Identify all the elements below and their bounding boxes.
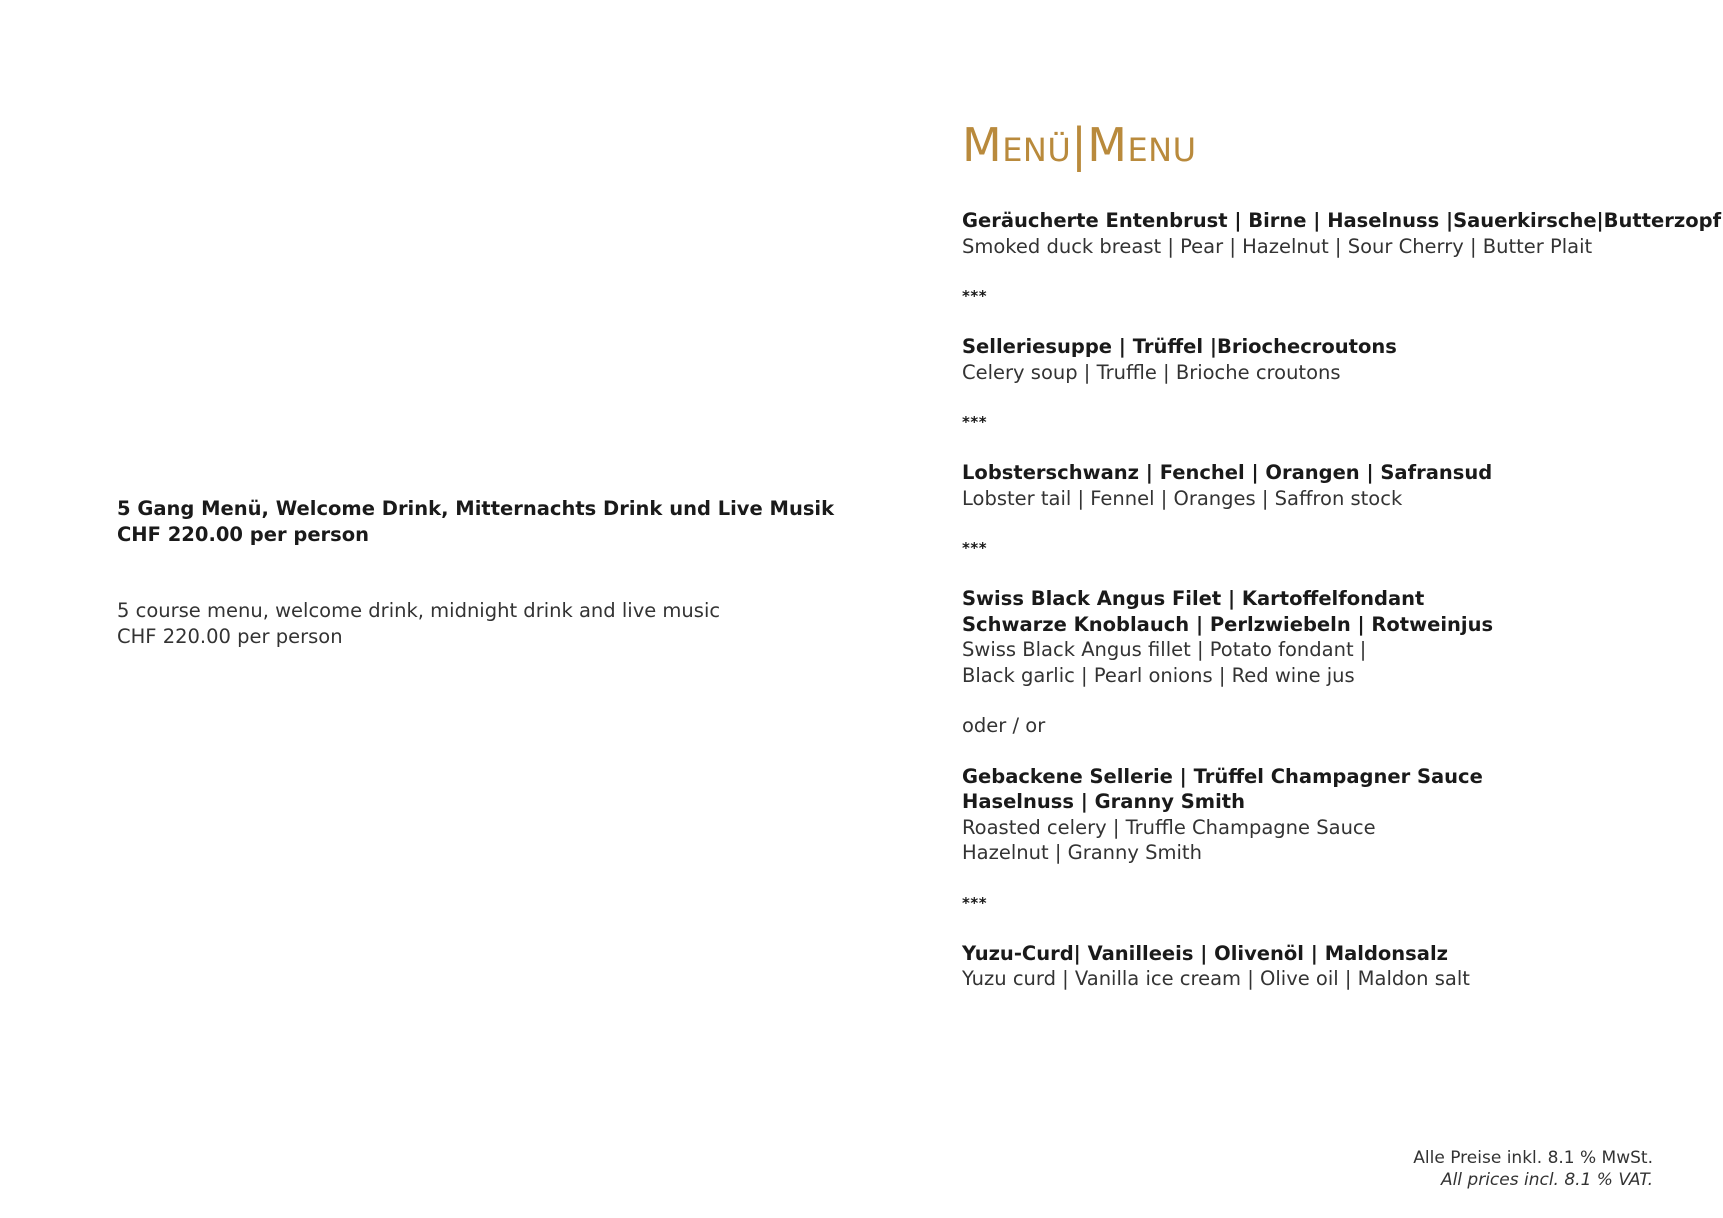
- course-4-alt-english-line-2: Hazelnut | Granny Smith: [962, 841, 1202, 864]
- course-1-english: Smoked duck breast | Pear | Hazelnut | Sour Cherry | Butter Plait: [962, 234, 1593, 258]
- course-separator: ***: [962, 287, 988, 305]
- course-separator: ***: [962, 539, 988, 557]
- offer-german-price: CHF 220.00 per person: [117, 523, 370, 546]
- course-4-german-line-1: Swiss Black Angus Filet | Kartoffelfondant: [962, 587, 1425, 610]
- course-3: [962, 460, 1692, 511]
- course-separator: ***: [962, 413, 988, 431]
- alternative-label: oder / or: [962, 714, 1046, 737]
- vat-note: [1413, 1147, 1653, 1191]
- course-1: [962, 208, 1722, 259]
- course-4-english-line-2: Black garlic | Pearl onions | Red wine jus: [962, 663, 1355, 687]
- offer-english: [117, 598, 877, 650]
- offer-german: [117, 496, 877, 548]
- course-1-german: Geräucherte Entenbrust | Birne | Haselnuss |Sauerkirsche|Butterzopf: [962, 209, 1722, 232]
- course-4: [962, 586, 1692, 866]
- vat-note-english: All prices incl. 8.1 % VAT.: [1440, 1170, 1653, 1190]
- course-5-english: Yuzu curd | Vanilla ice cream | Olive oil | Maldon salt: [962, 967, 1470, 990]
- course-2: [962, 334, 1692, 385]
- course-5-german: Yuzu-Curd| Vanilleeis | Olivenöl | Maldonsalz: [962, 941, 1448, 965]
- vat-note-german: Alle Preise inkl. 8.1 % MwSt.: [1413, 1148, 1653, 1168]
- course-3-german: Lobsterschwanz | Fenchel | Orangen | Safransud: [962, 461, 1493, 484]
- course-3-english: Lobster tail | Fennel | Oranges | Saffron stock: [962, 486, 1403, 510]
- course-4-german-line-2: Schwarze Knoblauch | Perlzwiebeln | Rotweinjus: [962, 612, 1494, 636]
- course-2-english: Celery soup | Truffle | Brioche croutons: [962, 360, 1341, 384]
- course-separator: ***: [962, 893, 988, 912]
- course-4-english-line-1: Swiss Black Angus fillet | Potato fondant |: [962, 638, 1367, 661]
- course-4-alt-german-line-1: Gebackene Sellerie | Trüffel Champagner Sauce: [962, 764, 1483, 788]
- course-2-german: Selleriesuppe | Trüffel |Briochecroutons: [962, 335, 1397, 358]
- offer-english-description: 5 course menu, welcome drink, midnight drink and live music: [117, 599, 721, 622]
- offer-german-description: 5 Gang Menü, Welcome Drink, Mitternachts Drink und Live Musik: [117, 497, 835, 520]
- package-offer: [117, 496, 877, 650]
- menu-column: [962, 118, 1722, 992]
- offer-english-price: CHF 220.00 per person: [117, 625, 343, 648]
- course-5: [962, 941, 1692, 992]
- menu-title: Menü|Menu: [962, 118, 1197, 172]
- course-4-alt-english-line-1: Roasted celery | Truffle Champagne Sauce: [962, 815, 1376, 839]
- course-4-alt-german-line-2: Haselnuss | Granny Smith: [962, 790, 1245, 813]
